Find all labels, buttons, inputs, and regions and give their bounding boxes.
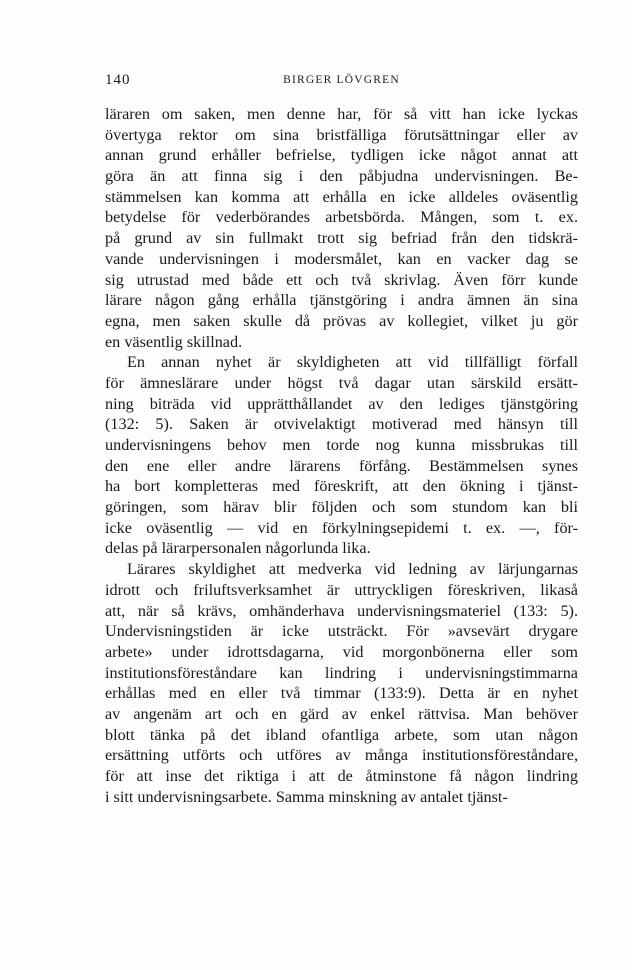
running-head: BIRGER LÖVGREN xyxy=(283,74,400,86)
text-line: egna, men saken skulle då prövas av kollegiet, vilket ju gör xyxy=(105,311,578,330)
text-line: delas på lärarpersonalen någorlunda lika. xyxy=(105,539,371,558)
text-line: Lärares skyldighet att medverka vid ledning av lärjungarnas xyxy=(127,560,578,579)
paragraph xyxy=(105,559,578,807)
paragraph xyxy=(105,352,578,559)
text-line: Undervisningstiden är icke utsträckt. För »avsevärt drygare xyxy=(105,622,578,641)
page-number: 140 xyxy=(105,72,131,88)
text-line: för att inse det riktiga i att de åtminstone få någon lindring xyxy=(105,767,578,785)
text-line: en väsentlig skillnad. xyxy=(105,332,243,351)
text-line: för ämneslärare under högst två dagar utan särskild ersätt- xyxy=(105,373,578,392)
page-header xyxy=(105,72,578,92)
text-line: arbete» under idrottsdagarna, vid morgonbönerna eller som xyxy=(105,642,578,661)
text-line: läraren om saken, men denne har, för så vitt han icke lyckas xyxy=(105,105,578,123)
text-line: undervisningens behov men torde nog kunna missbrukas till xyxy=(105,436,578,454)
text-line: blott tänka på det ibland ofantliga arbete, som utan någon xyxy=(105,725,578,744)
text-line: stämmelsen kan komma att erhålla en icke alldeles oväsentlig xyxy=(105,187,578,206)
text-line: annan grund erhåller befrielse, tydligen icke något annat att xyxy=(105,146,578,165)
text-line: ersättning utförts och utföres av många institutionsföreståndare, xyxy=(105,746,578,765)
text-line: på grund av sin fullmakt trott sig befriad från den tidskrä- xyxy=(105,229,578,248)
text-line: sig utrustad med både ett och två skrivlag. Även förr kunde xyxy=(105,270,578,289)
text-line: (132: 5). Saken är otvivelaktigt motiverad med hänsyn till xyxy=(105,415,578,434)
text-line: göringen, som härav blir följden och som stundom kan bli xyxy=(105,498,578,517)
text-line: betydelse för vederbörandes arbetsbörda. Mången, som t. ex. xyxy=(105,208,578,227)
text-line: institutionsföreståndare kan lindring i undervisningstimmarna xyxy=(105,663,578,682)
text-line: idrott och friluftsverksamhet är uttryckligen föreskriven, likaså xyxy=(105,580,578,599)
text-line: göra än att finna sig i den påbjudna undervisningen. Be- xyxy=(105,167,578,186)
text-line: att, när så krävs, omhänderhava undervisningsmateriel (133: 5). xyxy=(105,601,578,620)
text-line: erhållas med en eller två timmar (133:9). Detta är en nyhet xyxy=(105,684,578,703)
text-line: vande undervisningen i modersmålet, kan en vacker dag se xyxy=(105,249,578,268)
text-line: ha bort kompletteras med föreskrift, att den ökning i tjänst- xyxy=(105,477,578,496)
text-line: i sitt undervisningsarbete. Samma minskning av antalet tjänst- xyxy=(105,787,508,806)
text-line: lärare någon gång erhålla tjänstgöring i andra ämnen än sina xyxy=(105,291,578,310)
text-line: av angenäm art och en gärd av enkel rättvisa. Man behöver xyxy=(105,704,578,723)
body-text xyxy=(105,104,578,807)
paragraph xyxy=(105,104,578,352)
text-line: En annan nyhet är skyldigheten att vid tillfälligt förfall xyxy=(127,353,578,372)
text-line: icke oväsentlig — vid en förkylningsepidemi t. ex. —, för- xyxy=(105,518,578,537)
text-line: ning biträda vid upprätthållandet av den lediges tjänstgöring xyxy=(105,394,578,413)
text-line: den ene eller andre lärarens förfång. Bestämmelsen synes xyxy=(105,456,578,475)
text-line: övertyga rektor om sina bristfälliga förutsättningar eller av xyxy=(105,125,578,144)
